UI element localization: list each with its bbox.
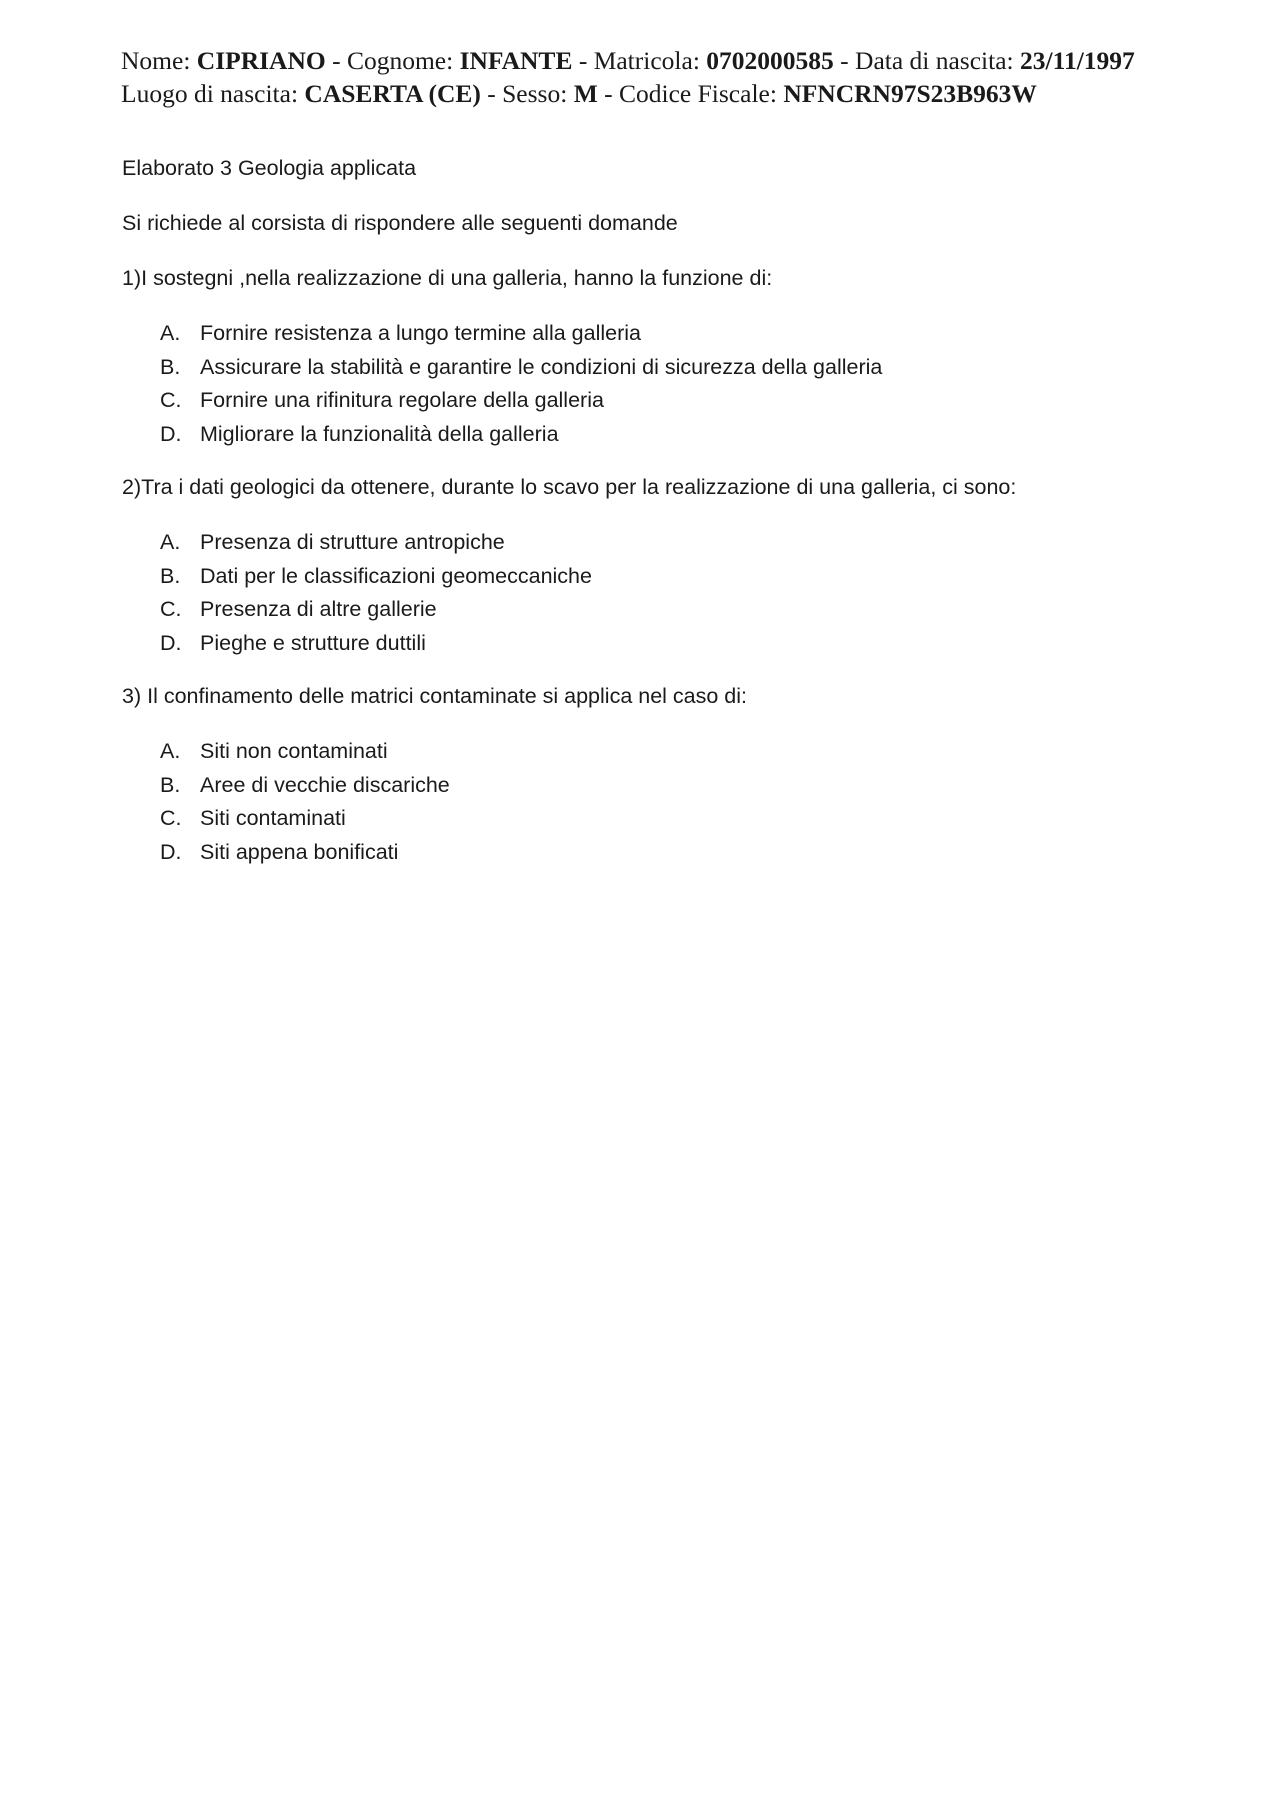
option-letter: C. [160,597,182,621]
option-item [122,735,1222,769]
option-letter: A. [160,739,181,763]
option-text: Presenza di altre gallerie [200,597,437,621]
option-letter: A. [160,321,181,345]
option-text: Siti contaminati [200,806,346,830]
option-letter: A. [160,530,181,554]
option-text: Fornire resistenza a lungo termine alla galleria [200,321,641,345]
option-item [122,769,1222,803]
option-text: Siti appena bonificati [200,839,399,864]
name-value: CIPRIANO [196,46,326,75]
option-letter: B. [160,563,181,588]
question-2-options [122,526,1222,660]
fiscal-code-value: NFNCRN97S23B963W [783,79,1037,108]
option-text: Migliorare la funzionalità della galleria [200,421,559,446]
option-item [122,526,1222,560]
document-body [122,152,1222,869]
spacer [122,451,1222,471]
question-1-options [122,317,1222,451]
option-item [122,627,1222,661]
spacer [122,660,1222,680]
sex-label: - Sesso: [480,79,574,108]
option-text: Siti non contaminati [200,739,388,763]
name-label: Nome: [121,46,197,75]
question-2-text: 2)Tra i dati geologici da ottenere, durante lo scavo per la realizzazione di una galleria, ci sono: [122,475,1017,499]
surname-label: - Cognome: [325,46,460,75]
option-text: Pieghe e strutture duttili [200,630,426,655]
option-letter: D. [160,839,182,864]
option-letter: C. [160,388,182,412]
document-title: Elaborato 3 Geologia applicata [122,156,417,180]
birthplace-label: Luogo di nascita: [121,79,305,108]
surname-value: INFANTE [459,46,573,75]
option-item [122,593,1222,627]
question-3-text: 3) Il confinamento delle matrici contaminate si applica nel caso di: [122,684,748,708]
option-item [122,802,1222,836]
option-letter: B. [160,772,181,797]
birthdate-value: 23/11/1997 [1020,46,1135,75]
header-line-2 [121,77,1241,110]
option-text: Aree di vecchie discariche [200,772,450,797]
option-text: Dati per le classificazioni geomeccaniche [200,563,592,588]
option-letter: C. [160,806,182,830]
birthdate-label: - Data di nascita: [833,46,1021,75]
option-item [122,384,1222,418]
option-text: Presenza di strutture antropiche [200,530,505,554]
student-header [121,44,1241,110]
document-intro: Si richiede al corsista di rispondere alle seguenti domande [122,211,678,235]
option-letter: B. [160,354,181,379]
option-letter: D. [160,421,182,446]
option-item [122,351,1222,385]
matricola-value: 0702000585 [706,46,834,75]
option-text: Assicurare la stabilità e garantire le condizioni di sicurezza della galleria [200,354,883,379]
option-text: Fornire una rifinitura regolare della galleria [200,388,604,412]
option-item [122,317,1222,351]
fiscal-code-label: - Codice Fiscale: [597,79,784,108]
header-line-1 [121,44,1241,77]
option-item [122,836,1222,870]
question-1-text: 1)I sostegni ,nella realizzazione di una galleria, hanno la funzione di: [122,266,773,290]
question-3-options [122,735,1222,869]
matricola-label: - Matricola: [572,46,707,75]
option-item [122,560,1222,594]
sex-value: M [573,79,598,108]
option-item [122,418,1222,452]
option-letter: D. [160,630,182,655]
birthplace-value: CASERTA (CE) [304,79,481,108]
